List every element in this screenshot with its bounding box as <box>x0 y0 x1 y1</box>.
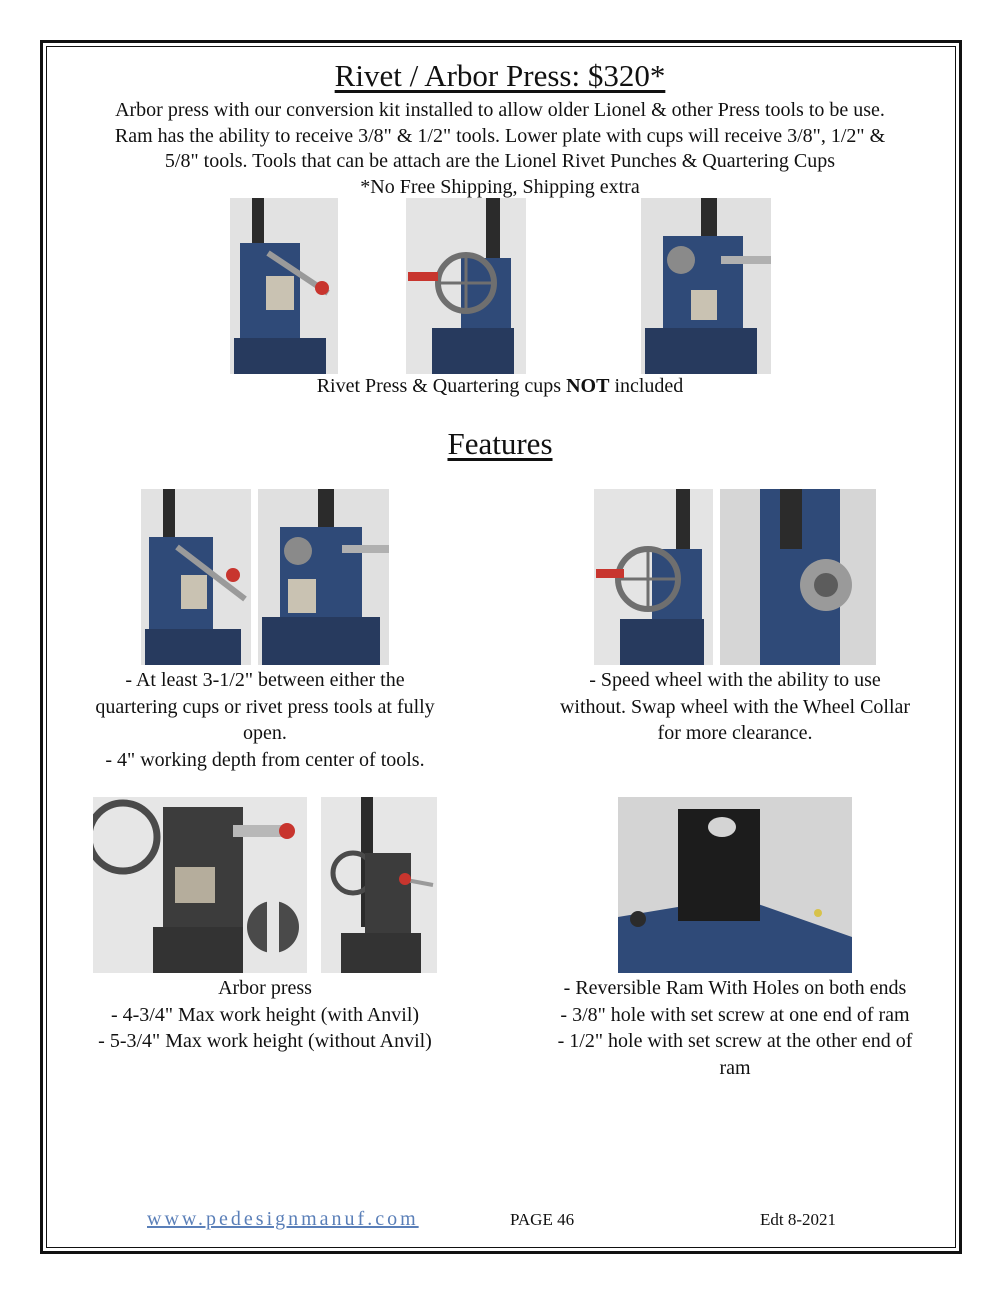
feature-ram-text <box>520 975 950 1081</box>
feature-line: without. Swap wheel with the Wheel Collar <box>559 695 911 718</box>
feature-line: - 4" working depth from center of tools. <box>105 748 425 771</box>
not-included-caption: Rivet Press & Quartering cups NOT included <box>316 375 684 397</box>
feature-photo-arbor-anvil <box>93 797 307 973</box>
press-photo-side <box>641 198 771 374</box>
feature-line: - 5-3/4" Max work height (without Anvil) <box>98 1030 432 1052</box>
feature-speed-wheel-text <box>520 667 950 747</box>
feature-arbor-text <box>50 975 480 1055</box>
feature-photo-side-collar <box>258 489 389 665</box>
feature-line: - Speed wheel with the ability to use <box>589 669 881 691</box>
feature-line: - 4-3/4" Max work height (with Anvil) <box>110 1003 420 1026</box>
intro-paragraph <box>60 98 940 200</box>
feature-line: - Reversible Ram With Holes on both ends <box>563 977 907 999</box>
feature-line: open. <box>243 722 287 744</box>
intro-line: 5/8" tools. Tools that can be attach are the Lionel Rivet Punches & Quartering Cups <box>164 150 836 172</box>
intro-line: Arbor press with our conversion kit installed to allow older Lionel & other Press tools to be use. <box>115 99 885 121</box>
press-photo-front-handle <box>230 198 338 374</box>
feature-line: - 1/2" hole with set screw at the other end of <box>557 1030 913 1052</box>
feature-photo-arbor-full <box>321 797 437 973</box>
feature-photo-wheel-collar <box>720 489 876 665</box>
feature-photo-reversible-ram <box>618 797 852 973</box>
page-title: Rivet / Arbor Press: $320* <box>334 58 666 93</box>
website-link[interactable]: www.pedesignmanuf.com <box>147 1208 419 1230</box>
feature-line: quartering cups or rivet press tools at fully <box>95 695 435 718</box>
page-number: PAGE 46 <box>510 1210 575 1229</box>
press-photo-speed-wheel <box>406 198 526 374</box>
feature-line: for more clearance. <box>657 722 813 744</box>
feature-photo-handle-front <box>141 489 251 665</box>
intro-line: *No Free Shipping, Shipping extra <box>360 175 640 198</box>
feature-line: - 3/8" hole with set screw at one end of ram <box>560 1003 910 1026</box>
feature-line: Arbor press <box>218 977 312 999</box>
intro-line: Ram has the ability to receive 3/8" & 1/2" tools. Lower plate with cups will receive 3/8", 1/2" & <box>114 124 886 147</box>
feature-line: ram <box>719 1056 751 1079</box>
edition-label: Edt 8-2021 <box>760 1210 837 1229</box>
feature-photo-speed-wheel <box>594 489 713 665</box>
feature-line: - At least 3-1/2" between either the <box>125 669 405 691</box>
features-heading: Features <box>447 426 553 461</box>
feature-clearance-text <box>50 667 480 773</box>
